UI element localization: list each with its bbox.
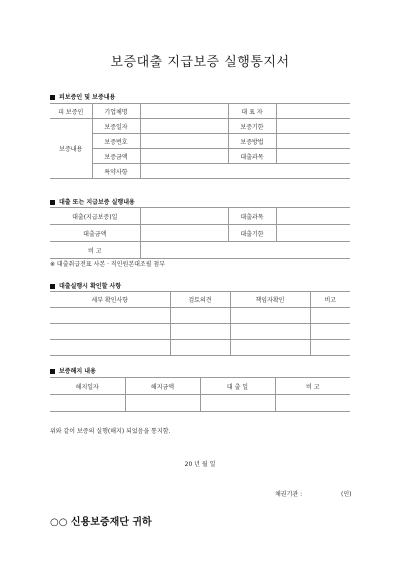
guarantee-amount-label: 보증금액: [92, 149, 140, 164]
guarantee-content-label: 보증내용: [50, 119, 92, 179]
guarantee-number-label: 보증번호: [92, 134, 140, 149]
checklist-table: [50, 291, 350, 356]
square-bullet-icon: [50, 284, 55, 289]
termination-cell[interactable]: [275, 395, 350, 412]
square-bullet-icon: [50, 369, 55, 374]
checklist-cell[interactable]: [230, 324, 310, 340]
termination-header-remark: 비 고: [275, 378, 350, 395]
company-name-label: 기업체명: [92, 104, 140, 119]
loan-subject-field[interactable]: [276, 149, 350, 164]
guarantee-table: [50, 103, 350, 179]
creditor-label: 채권기관 :: [275, 491, 303, 498]
special-terms-label: 특약사항: [92, 164, 140, 179]
checklist-cell[interactable]: [230, 340, 310, 356]
loan-period-field[interactable]: [276, 225, 350, 242]
addressee: ○○ 신용보증재단 귀하: [50, 517, 152, 528]
checklist-cell[interactable]: [310, 308, 350, 324]
checklist-cell[interactable]: [50, 340, 170, 356]
guarantee-method-label: 보증방법: [228, 134, 276, 149]
termination-cell[interactable]: [125, 395, 200, 412]
checklist-cell[interactable]: [310, 324, 350, 340]
checklist-row: [50, 340, 350, 356]
remark-label: 비 고: [50, 242, 140, 259]
loan-subject-label: 대출과목: [228, 149, 276, 164]
guarantee-date-field[interactable]: [140, 119, 228, 134]
exec-loan-subject-label: 대출과목: [228, 208, 276, 225]
termination-header-loan-date: 대 출 일: [200, 378, 275, 395]
guarantee-date-label: 보증일자: [92, 119, 140, 134]
loan-period-label: 대출기한: [228, 225, 276, 242]
checklist-header-manager: 책임자확인: [230, 292, 310, 308]
loan-amount-label: 대출금액: [50, 225, 140, 242]
attachment-note: ※ 대출취급전표 사본 · 직인원본대조필 첨부: [50, 261, 166, 268]
termination-table: [50, 377, 350, 412]
section-heading-guarantee: 피보증인 및 보증내용: [50, 92, 115, 101]
execution-date-label: 대출(지급보증)일: [50, 208, 140, 225]
termination-header-amount: 해지금액: [125, 378, 200, 395]
section-heading-checklist: 대출실행시 확인할 사항: [50, 281, 121, 290]
square-bullet-icon: [50, 95, 55, 100]
checklist-row: [50, 324, 350, 340]
checklist-cell[interactable]: [230, 308, 310, 324]
execution-table: [50, 207, 350, 259]
termination-cell[interactable]: [50, 395, 125, 412]
exec-loan-subject-field[interactable]: [276, 208, 350, 225]
representative-label: 대 표 자: [228, 104, 276, 119]
date-line: 20 년 월 일: [184, 461, 216, 468]
section-heading-execution: 대출 또는 지급보증 실행내용: [50, 197, 135, 206]
guarantee-period-label: 보증기한: [228, 119, 276, 134]
checklist-header-opinion: 검토의견: [170, 292, 230, 308]
remark-field[interactable]: [140, 242, 350, 259]
termination-cell[interactable]: [200, 395, 275, 412]
representative-field[interactable]: [276, 104, 350, 119]
guarantee-number-field[interactable]: [140, 134, 228, 149]
company-name-field[interactable]: [140, 104, 228, 119]
checklist-cell[interactable]: [170, 308, 230, 324]
section-heading-termination: 보증해지 내용: [50, 366, 96, 375]
checklist-cell[interactable]: [310, 340, 350, 356]
execution-date-field[interactable]: [140, 208, 228, 225]
checklist-cell[interactable]: [170, 340, 230, 356]
square-bullet-icon: [50, 200, 55, 205]
guarantee-method-field[interactable]: [276, 134, 350, 149]
notification-statement: 위와 같이 보증의 실행(해지) 되었음을 통지함.: [50, 428, 171, 435]
document-title: 보증대출 지급보증 실행통지서: [110, 55, 290, 70]
checklist-header-remark: 비고: [310, 292, 350, 308]
checklist-row: [50, 308, 350, 324]
checklist-header-detail: 세부 확인사항: [50, 292, 170, 308]
guarantee-amount-field[interactable]: [140, 149, 228, 164]
termination-header-date: 해지일자: [50, 378, 125, 395]
guarantor-label: 피 보증인: [50, 104, 92, 119]
guarantee-period-field[interactable]: [276, 119, 350, 134]
checklist-cell[interactable]: [50, 308, 170, 324]
checklist-cell[interactable]: [170, 324, 230, 340]
seal-mark: (인): [341, 491, 352, 498]
checklist-cell[interactable]: [50, 324, 170, 340]
special-terms-field[interactable]: [140, 164, 350, 179]
loan-amount-field[interactable]: [140, 225, 228, 242]
termination-row: [50, 395, 350, 412]
